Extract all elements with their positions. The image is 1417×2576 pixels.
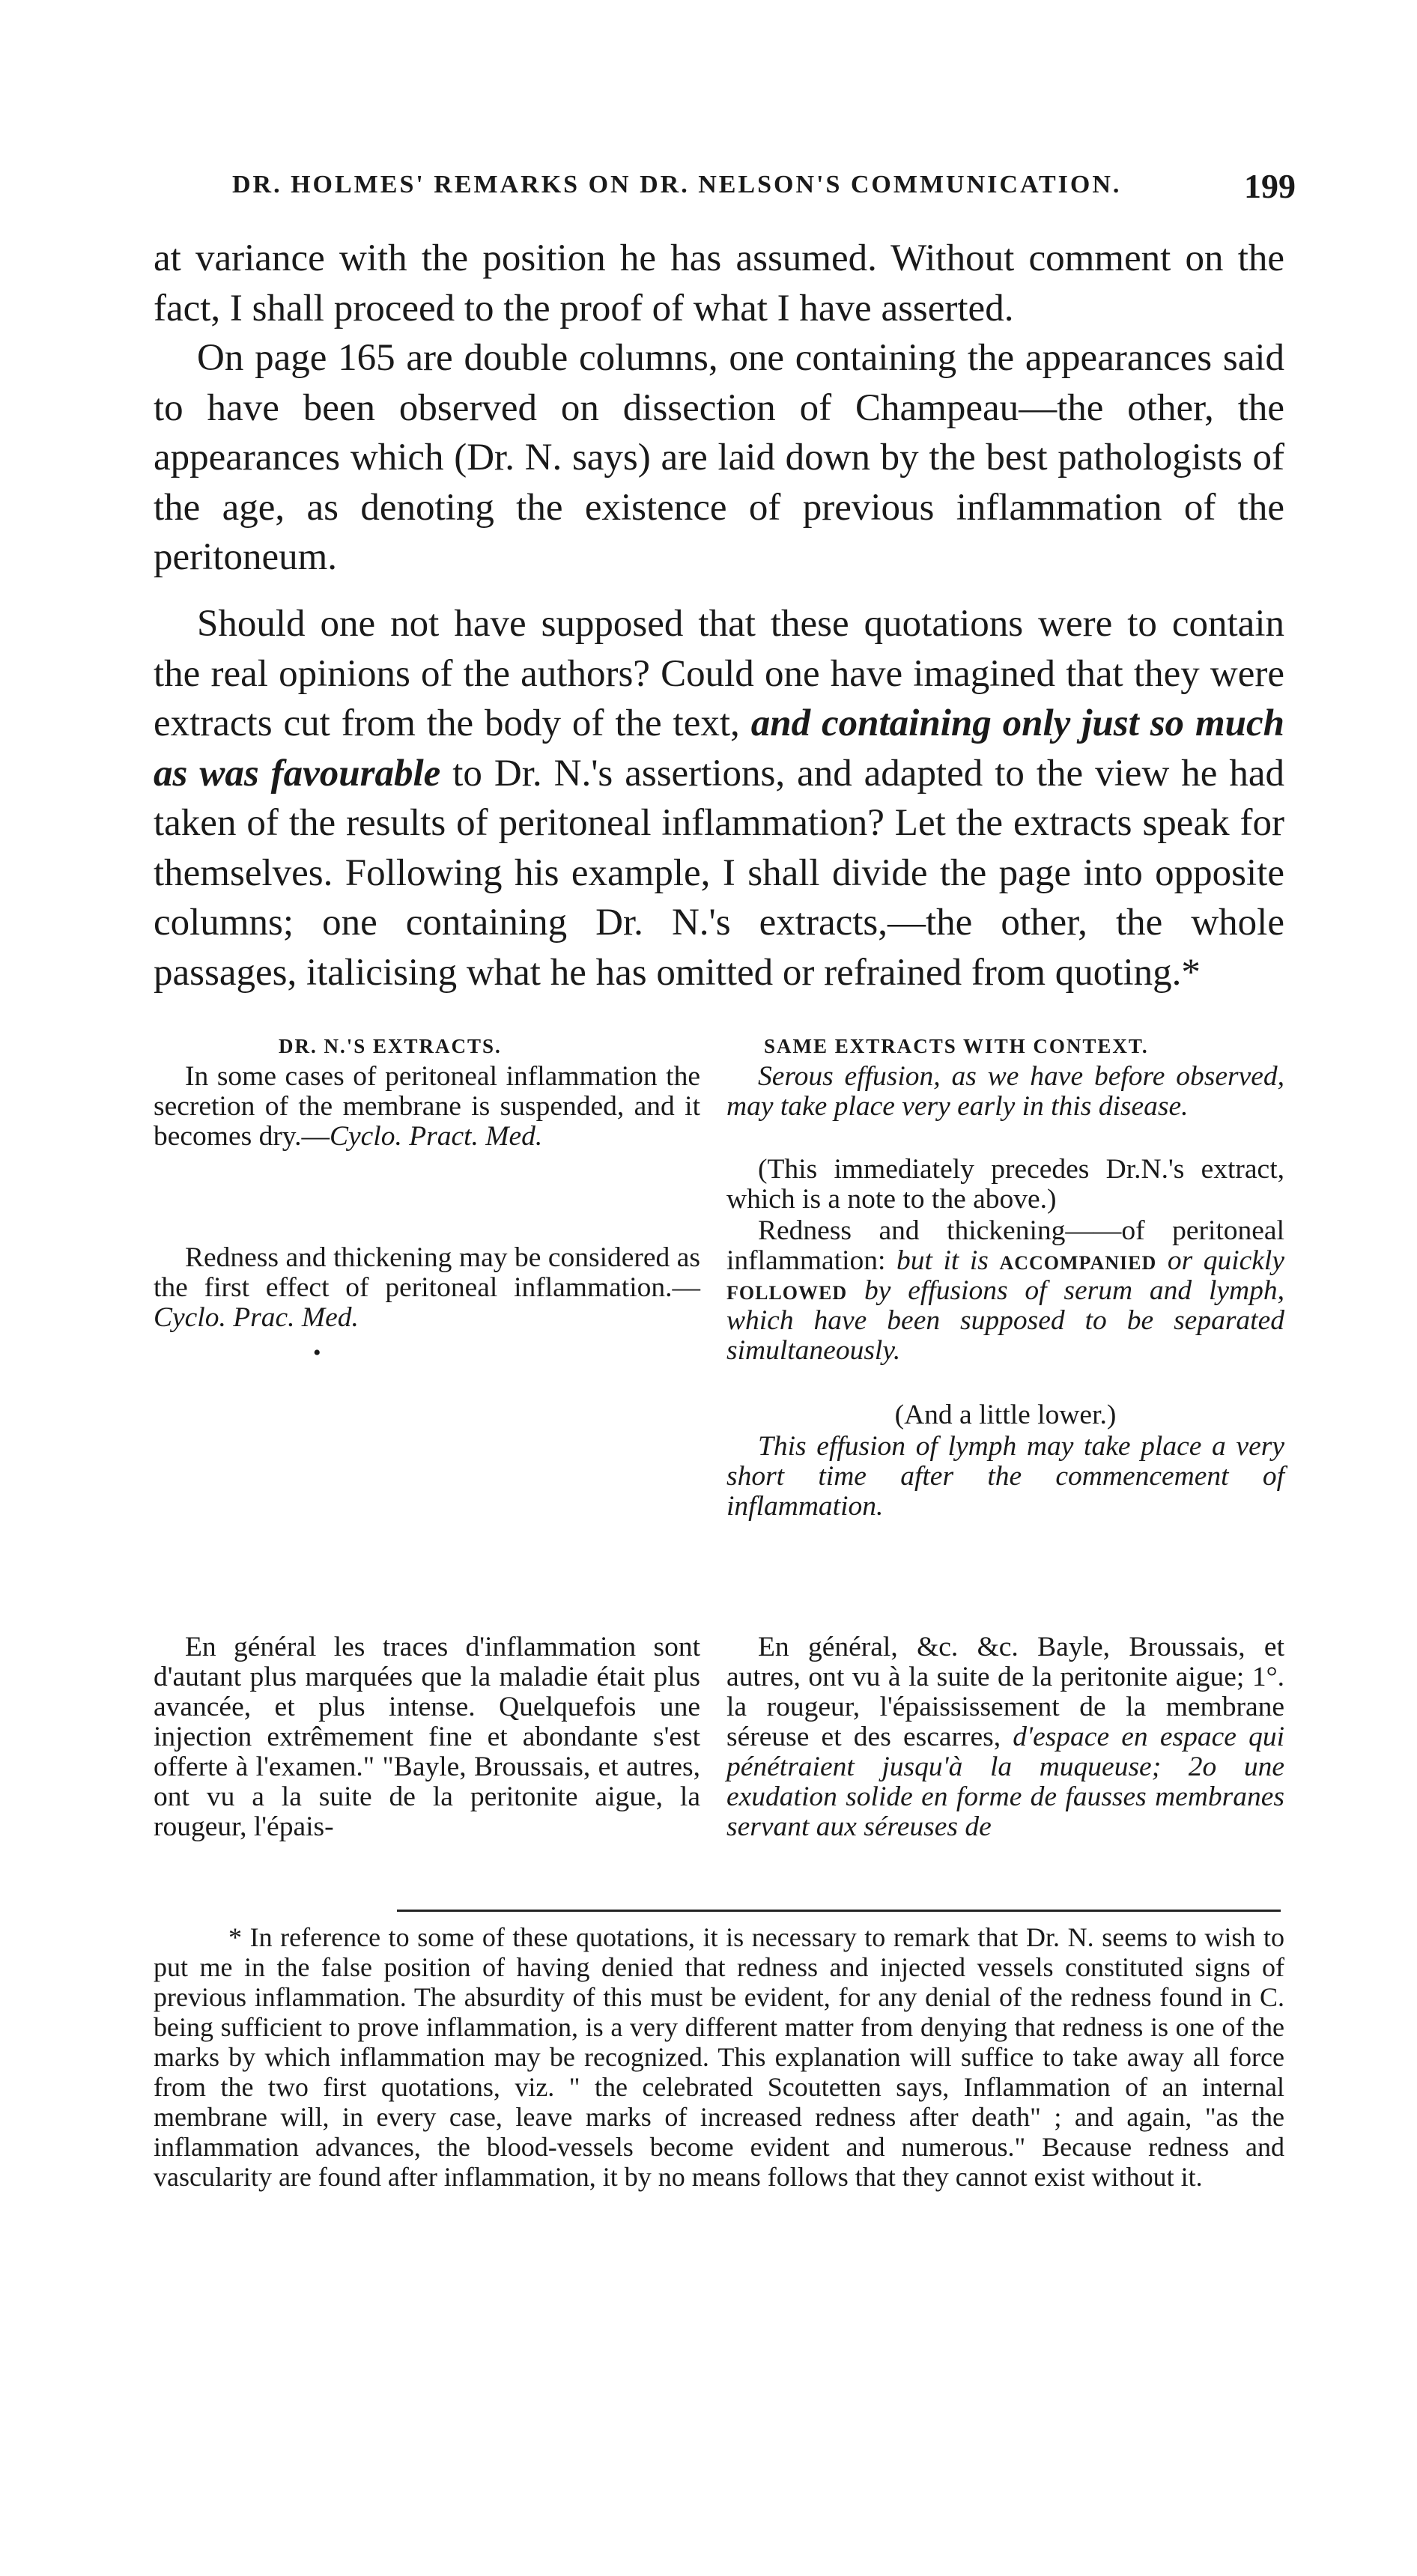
running-title: DR. HOLMES' REMARKS ON DR. NELSON'S COMMUNICATION. [232,171,1122,198]
right-context-4-a: En général, &c. &c. Bayle, Broussais, et autres, ont vu à la suite de la peritonite aigue; 1°. la rougeur, l'épaississement de la membrane séreuse et des escarres, [726,1632,1284,1752]
left-extract-2-citation: Cyclo. Prac. Med. [154,1302,359,1333]
right-note-1-text: (This immediately precedes Dr.N.'s extract, which is a note to the above.) [726,1154,1284,1215]
paragraph-2-text: On page 165 are double columns, one containing the appearances said to have been observed on dissection of Champeau—the other, the appearances which (Dr. N. says) are laid down by the best pathologists of the age, as denoting the existence of previous inflammation of the peritoneum. [154,337,1284,578]
right-context-2-e: quickly [1203,1245,1284,1276]
page-header [232,166,1296,211]
left-extract-1-text: In some cases of peritoneal inflammation the secretion of the membrane is suspended, and it becomes dry.— [154,1061,700,1152]
right-context-3 [726,1432,1284,1522]
right-context-2-a: Redness and thickening——of peritoneal inflammation: [726,1215,1284,1276]
left-extract-3-text: En général les traces d'inflammation sont d'autant plus marquées que la maladie était plus avancée, et plus intense. Quelquefois une injection extrêmement fine et abondante s'est offerte à l'examen." "Bayle, Broussais, et autres, ont vu a la suite de la peritonite aigue, la rougeur, l'épais- [154,1632,700,1842]
right-context-2 [726,1216,1284,1366]
paragraph-3-part-c: to Dr. N.'s assertions, and adapted to the view he had taken of the results of peritoneal inflammation? Let the extracts speak for themselves. Following his example, I shall divide the page into opposite columns; one containing Dr. N.'s extracts,—the other, the whole passages, italicising what he has omitted or refrained from quoting.* [154,752,1284,994]
right-column-heading: SAME EXTRACTS WITH CONTEXT. [764,1035,1149,1057]
right-note-2 [726,1400,1284,1430]
left-column-heading: DR. N.'S EXTRACTS. [279,1035,502,1057]
left-extract-2 [154,1243,700,1333]
right-context-2-c: accompanied [999,1245,1157,1276]
right-context-4 [726,1632,1284,1842]
right-note-2-text: (And a little lower.) [894,1400,1117,1430]
right-context-2-h: by effusions of serum and lymph, which have been supposed to be separated simultaneously. [726,1275,1284,1366]
paragraph-3-part-a: Should one not have supposed that these quotations were to contain the real opinions of the authors? Could one have imagined that they were extracts cut from the body of the text, [154,603,1284,744]
left-extract-3 [154,1632,700,1842]
right-context-1 [726,1062,1284,1122]
paragraph-2 [154,333,1284,583]
stray-mark: • [313,1340,321,1365]
right-context-2-g: followed [726,1275,848,1306]
footnote-rule [397,1910,1281,1912]
right-context-4-b: d'espace en espace qui pénétraient jusqu'à la muqueuse; 2o une exudation solide en forme de fausses membranes servant aux séreuses de [726,1722,1285,1842]
right-context-2-b: but it is [896,1245,1000,1276]
left-extract-1 [154,1062,700,1152]
paragraph-1-text: at variance with the position he has assumed. Without comment on the fact, I shall proceed to the proof of what I have asserted. [154,237,1284,329]
right-context-3-text: This effusion of lymph may take place a very short time after the commencement of inflammation. [726,1431,1284,1522]
right-note-1 [726,1155,1284,1215]
paragraph-3-text [154,599,1284,997]
page-number: 199 [1244,167,1296,205]
paragraph-1 [154,234,1284,333]
right-context-1-text: Serous effusion, as we have before observed, may take place very early in this disease. [726,1061,1284,1122]
footnote: * In reference to some of these quotations, it is necessary to remark that Dr. N. seems to wish to put me in the false position of having denied that redness and injected vessels constituted signs of previous inflammation. The absurdity of this must be evident, for any denial of the redness found in C. being sufficient to prove inflammation, is a very different matter from denying that redness is one of the marks by which inflammation may be recognized. This explanation will suffice to take away all force from the two first quotations, viz. " the celebrated Scoutetten says, Inflammation of an internal membrane will, in every case, leave marks of increased redness after death" ; and again, "as the inflammation advances, the blood-vessels become evident and numerous." Because redness and vascularity are found after inflammation, it by no means follows that they cannot exist without it. [154,1922,1284,2192]
paragraph-3 [154,599,1284,997]
paragraph-3-emphasis: and containing only just so much as was favourable [154,702,1284,795]
left-extract-1-citation: Cyclo. Pract. Med. [330,1121,543,1152]
right-context-2-d: or [1156,1245,1204,1276]
left-extract-2-text: Redness and thickening may be considered as the first effect of peritoneal inflammation.— [154,1242,700,1303]
